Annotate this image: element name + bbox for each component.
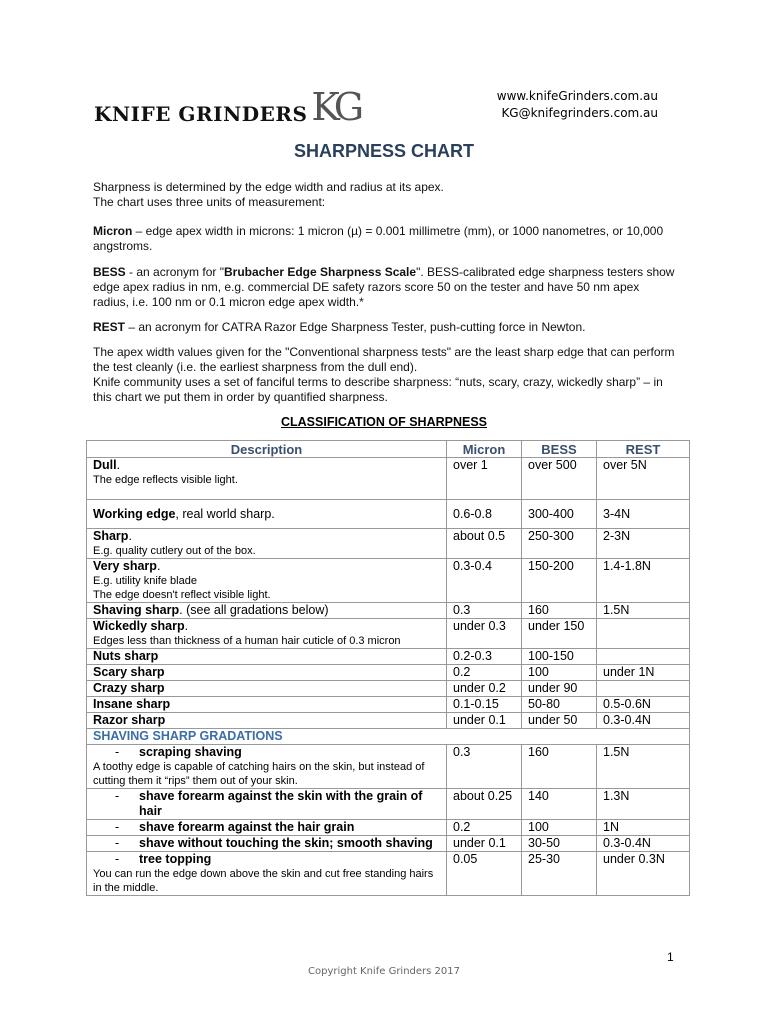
micron-cell: 0.2-0.3	[447, 649, 522, 665]
row-note: The edge doesn't reflect visible light.	[93, 589, 271, 601]
micron-cell: 0.1-0.15	[447, 697, 522, 713]
gradation-name: scraping shaving	[139, 745, 242, 759]
micron-cell: over 1	[447, 458, 522, 500]
description-cell	[87, 559, 447, 603]
bess-cell: 150-200	[522, 559, 597, 603]
description-cell	[87, 500, 447, 529]
email-link[interactable]: KG@knifegrinders.com.au	[501, 106, 658, 120]
micron-cell: 0.2	[447, 665, 522, 681]
rest-cell	[597, 681, 690, 697]
gradation-row	[87, 820, 690, 836]
row-suffix: .	[184, 619, 189, 633]
micron-definition	[93, 224, 678, 254]
gradation-name: shave forearm against the hair grain	[139, 820, 355, 834]
description-cell	[87, 458, 447, 500]
bess-text-b: ". BESS-calibrated edge sharpness testers show edge apex radius in nm, e.g. commercial DE safety razors score 50 on the tester and have 50 nm apex radius, i.e. 100 nm or 0.1 micron edge apex width.*	[93, 265, 675, 309]
description-cell	[87, 852, 447, 896]
micron-cell: about 0.25	[447, 789, 522, 820]
bess-cell: 140	[522, 789, 597, 820]
row-name: Crazy sharp	[93, 681, 165, 695]
rest-cell: under 1N	[597, 665, 690, 681]
micron-term: Micron	[93, 224, 133, 238]
description-cell	[87, 649, 447, 665]
row-suffix: .	[156, 559, 161, 573]
table-row	[87, 681, 690, 697]
bess-text-a: - an acronym for "	[125, 265, 224, 279]
rest-cell: 1.4-1.8N	[597, 559, 690, 603]
rest-cell: 3-4N	[597, 500, 690, 529]
intro-line: Sharpness is determined by the edge width and radius at its apex.	[93, 180, 444, 194]
gradation-name: shave forearm against the skin with the grain of hair	[139, 789, 423, 818]
description-cell	[87, 836, 447, 852]
table-row	[87, 458, 690, 500]
rest-text: – an acronym for CATRA Razor Edge Sharpness Tester, push-cutting force in Newton.	[125, 320, 586, 334]
note-line: The apex width values given for the "Conventional sharpness tests" are the least sharp edge that can perform the test cleanly (i.e. the earliest sharpness from the dull end).	[93, 345, 675, 374]
rest-cell: over 5N	[597, 458, 690, 500]
table-row	[87, 665, 690, 681]
header-bess: BESS	[522, 441, 597, 458]
row-suffix: .	[116, 458, 121, 472]
micron-cell: under 0.1	[447, 713, 522, 729]
header-micron: Micron	[447, 441, 522, 458]
micron-cell: 0.3-0.4	[447, 559, 522, 603]
table-row	[87, 603, 690, 619]
rest-cell: 1.3N	[597, 789, 690, 820]
row-suffix: .	[128, 529, 132, 543]
dash-bullet: -	[115, 820, 120, 834]
description-cell	[87, 619, 447, 649]
description-cell	[87, 820, 447, 836]
bess-term: BESS	[93, 265, 126, 279]
row-name: Sharp	[93, 529, 129, 543]
micron-cell: 0.3	[447, 603, 522, 619]
micron-cell: about 0.5	[447, 529, 522, 559]
micron-text: – edge apex width in microns: 1 micron (µ) = 0.001 millimetre (mm), or 1000 nanometres, or 10,000 angstroms.	[93, 224, 664, 253]
rest-cell: 1.5N	[597, 745, 690, 789]
gradation-name: shave without touching the skin; smooth shaving	[139, 836, 433, 850]
micron-cell: 0.05	[447, 852, 522, 896]
rest-cell: 2-3N	[597, 529, 690, 559]
rest-cell: 0.3-0.4N	[597, 836, 690, 852]
table-row	[87, 619, 690, 649]
row-name: Wickedly sharp	[93, 619, 185, 633]
bess-cell: 160	[522, 603, 597, 619]
rest-cell: 1N	[597, 820, 690, 836]
table-row	[87, 559, 690, 603]
bess-cell: over 500	[522, 458, 597, 500]
page-number: 1	[667, 950, 674, 964]
bess-cell: 100	[522, 820, 597, 836]
micron-cell: 0.3	[447, 745, 522, 789]
description-cell	[87, 713, 447, 729]
intro-line: The chart uses three units of measurement:	[93, 195, 326, 209]
row-name: Nuts sharp	[93, 649, 159, 663]
table-row	[87, 500, 690, 529]
brand-logo	[94, 85, 359, 129]
bess-cell: under 90	[522, 681, 597, 697]
rest-cell: 0.3-0.4N	[597, 713, 690, 729]
bess-cell: 30-50	[522, 836, 597, 852]
gradation-note: You can run the edge down above the skin and cut free standing hairs in the middle.	[93, 868, 434, 894]
brand-name: KNIFE GRINDERS	[94, 102, 308, 126]
bess-cell: under 50	[522, 713, 597, 729]
micron-cell: under 0.2	[447, 681, 522, 697]
table-row	[87, 697, 690, 713]
page-title: SHARPNESS CHART	[293, 141, 475, 161]
description-cell	[87, 697, 447, 713]
rest-cell	[597, 619, 690, 649]
copyright-footer: Copyright Knife Grinders 2017	[308, 966, 460, 977]
section-title: SHAVING SHARP GRADATIONS	[87, 729, 690, 745]
bess-cell: 100-150	[522, 649, 597, 665]
rest-cell: 0.5-0.6N	[597, 697, 690, 713]
bess-cell: 160	[522, 745, 597, 789]
contact-info	[497, 88, 658, 122]
bess-cell: 300-400	[522, 500, 597, 529]
gradation-note: A toothy edge is capable of catching hairs on the skin, but instead of cutting them it “rips” them out of your skin.	[93, 761, 425, 787]
gradation-row	[87, 836, 690, 852]
bess-cell: 100	[522, 665, 597, 681]
header-description: Description	[87, 441, 447, 458]
dash-bullet: -	[115, 836, 120, 850]
gradation-name: tree topping	[139, 852, 212, 866]
row-name: Razor sharp	[93, 713, 166, 727]
row-suffix: . (see all gradations below)	[179, 603, 329, 617]
row-name: Scary sharp	[93, 665, 165, 679]
table-row	[87, 649, 690, 665]
micron-cell: under 0.1	[447, 836, 522, 852]
row-suffix: , real world sharp.	[175, 506, 275, 521]
rest-cell: 1.5N	[597, 603, 690, 619]
gradation-row	[87, 852, 690, 896]
rest-term: REST	[93, 320, 126, 334]
rest-cell: under 0.3N	[597, 852, 690, 896]
notes-paragraph	[93, 345, 678, 405]
row-note: Edges less than thickness of a human hair cuticle of 0.3 micron	[93, 635, 401, 647]
row-name: Very sharp	[93, 559, 157, 573]
micron-cell: 0.2	[447, 820, 522, 836]
description-cell	[87, 745, 447, 789]
note-line: Knife community uses a set of fanciful terms to describe sharpness: “nuts, scary, crazy, wickedly sharp” – in this chart we put them in order by quantified sharpness.	[93, 375, 663, 404]
dash-bullet: -	[115, 745, 120, 759]
table-header-row	[87, 441, 690, 458]
micron-cell: 0.6-0.8	[447, 500, 522, 529]
intro-paragraph	[93, 180, 678, 210]
gradation-row	[87, 745, 690, 789]
row-note: E.g. quality cutlery out of the box.	[93, 545, 256, 557]
bess-definition	[93, 265, 678, 310]
bess-cell: 50-80	[522, 697, 597, 713]
description-cell	[87, 665, 447, 681]
row-name: Shaving sharp	[93, 603, 180, 617]
rest-definition	[93, 320, 678, 335]
description-cell	[87, 681, 447, 697]
website-link[interactable]: www.knifeGrinders.com.au	[496, 89, 658, 103]
bess-cell: 250-300	[522, 529, 597, 559]
rest-cell	[597, 649, 690, 665]
kg-logo-icon: KG	[311, 85, 359, 129]
bess-name: Brubacher Edge Sharpness Scale	[223, 265, 417, 279]
header-rest: REST	[597, 441, 690, 458]
sharpness-table	[86, 440, 690, 896]
row-name: Working edge	[93, 506, 176, 521]
bess-cell: 25-30	[522, 852, 597, 896]
row-name: Dull	[93, 458, 117, 472]
row-name: Insane sharp	[93, 697, 171, 711]
micron-cell: under 0.3	[447, 619, 522, 649]
description-cell	[87, 789, 447, 820]
dash-bullet: -	[115, 789, 120, 803]
bess-cell: under 150	[522, 619, 597, 649]
row-note: The edge reflects visible light.	[93, 474, 238, 486]
table-row	[87, 713, 690, 729]
description-cell	[87, 603, 447, 619]
row-note: E.g. utility knife blade	[93, 575, 197, 587]
table-row	[87, 529, 690, 559]
classification-title: CLASSIFICATION OF SHARPNESS	[280, 415, 488, 429]
gradation-row	[87, 789, 690, 820]
dash-bullet: -	[115, 852, 120, 866]
section-row	[87, 729, 690, 745]
description-cell	[87, 529, 447, 559]
